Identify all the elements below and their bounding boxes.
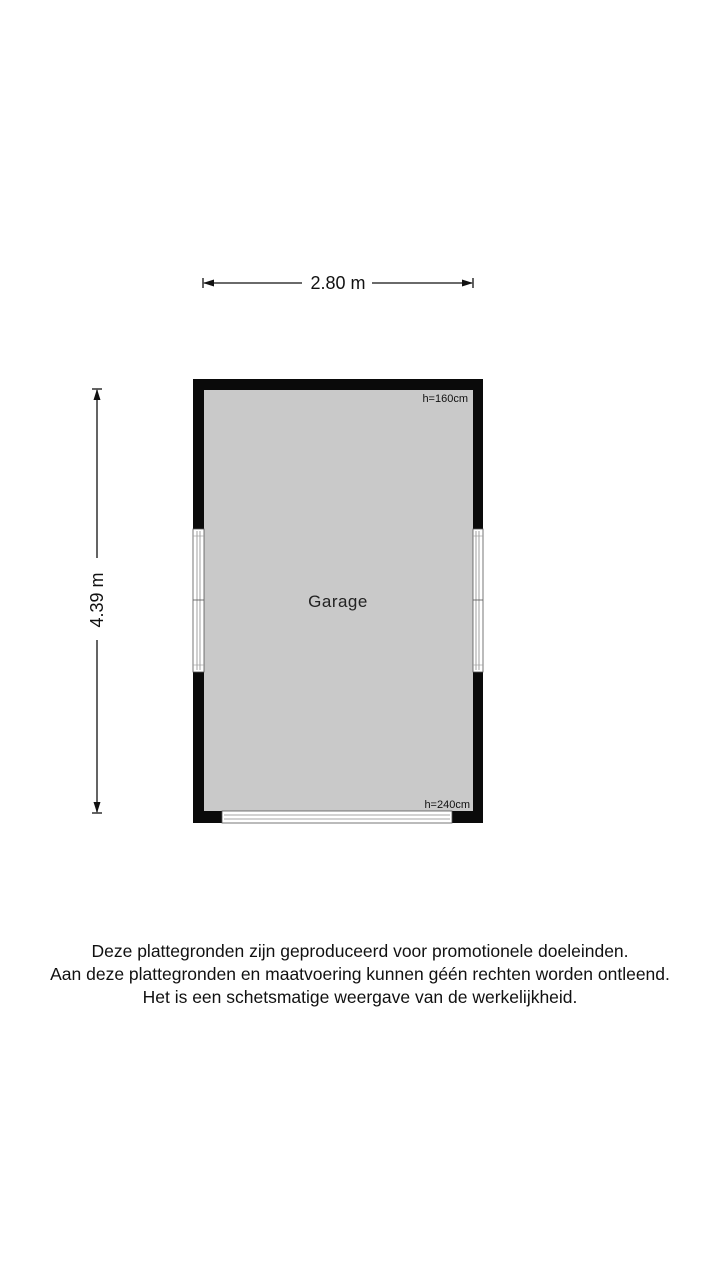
ceiling-height-top: h=160cm — [422, 393, 468, 405]
arrow-right-icon — [462, 280, 473, 287]
height-dimension — [87, 389, 107, 813]
disclaimer — [0, 940, 720, 1009]
disclaimer-line-3: Het is een schetsmatige weergave van de werkelijkheid. — [142, 987, 578, 1007]
window-left — [193, 529, 204, 672]
width-dimension-label: 2.80 m — [310, 273, 366, 293]
ceiling-height-bottom: h=240cm — [424, 799, 470, 811]
width-dimension — [203, 273, 473, 293]
arrow-left-icon — [203, 280, 214, 287]
garage-room — [193, 379, 483, 823]
room-label: Garage — [308, 592, 368, 611]
height-dimension-label: 4.39 m — [87, 572, 107, 628]
garage-door — [222, 811, 452, 823]
window-right — [473, 529, 483, 672]
arrow-down-icon — [94, 802, 101, 813]
disclaimer-line-1: Deze plattegronden zijn geproduceerd voor promotionele doeleinden. — [91, 941, 629, 961]
disclaimer-line-2: Aan deze plattegronden en maatvoering kunnen géén rechten worden ontleend. — [50, 964, 670, 984]
arrow-up-icon — [94, 389, 101, 400]
